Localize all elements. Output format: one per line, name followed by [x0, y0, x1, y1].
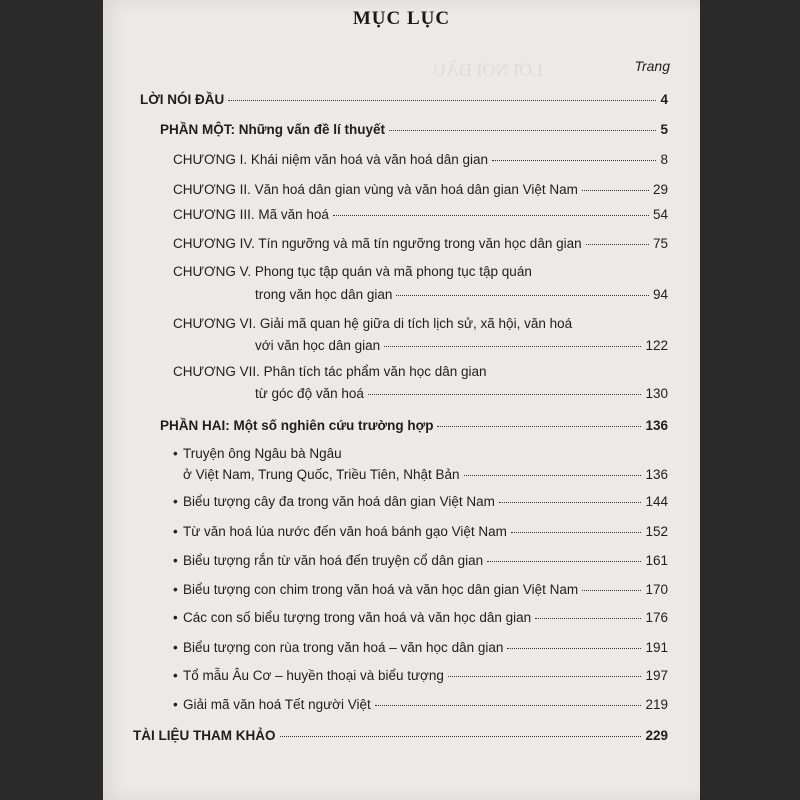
toc-entry-chapter-5[interactable] — [255, 287, 668, 302]
toc-page-number: 5 — [660, 122, 668, 137]
toc-entry-chapter-3[interactable] — [173, 207, 668, 222]
toc-entry-chapter-1[interactable] — [173, 152, 668, 167]
toc-label: • Tổ mẫu Âu Cơ – huyền thoại và biểu tượng — [173, 668, 444, 683]
toc-page-number: 94 — [652, 287, 668, 302]
toc-page-number: 152 — [645, 524, 668, 539]
dot-leader — [280, 736, 642, 737]
dot-leader — [375, 705, 642, 706]
bullet-icon: • — [173, 524, 178, 539]
toc-entry-chapter-7-line1: CHƯƠNG VII. Phân tích tác phẩm văn học dân gian — [173, 364, 487, 379]
toc-page-number: 191 — [645, 640, 668, 655]
dot-leader — [511, 532, 642, 533]
toc-label: • Biểu tượng rắn từ văn hoá đến truyện cổ dân gian — [173, 553, 484, 568]
toc-page-number: 54 — [652, 207, 668, 222]
toc-page-number: 176 — [645, 610, 668, 625]
toc-label: CHƯƠNG II. Văn hoá dân gian vùng và văn hoá dân gian Việt Nam — [173, 182, 578, 197]
toc-label: LỜI NÓI ĐẦU — [140, 92, 225, 107]
dot-leader — [582, 190, 649, 191]
toc-page-number: 136 — [645, 418, 668, 433]
toc-entry-case-1[interactable] — [183, 467, 668, 482]
toc-label: CHƯƠNG IV. Tín ngưỡng và mã tín ngưỡng trong văn học dân gian — [173, 236, 582, 251]
toc-entry-case-9[interactable] — [173, 697, 668, 712]
toc-entry-chapter-7[interactable] — [255, 386, 668, 401]
toc-entry-case-2[interactable] — [173, 494, 668, 509]
dot-leader — [582, 590, 641, 591]
toc-entry-case-6[interactable] — [173, 610, 668, 625]
toc-entry-references[interactable] — [133, 728, 668, 743]
bullet-icon: • — [173, 640, 178, 655]
toc-entry-case-1-line1 — [173, 446, 342, 461]
toc-label: TÀI LIỆU THAM KHẢO — [133, 728, 276, 743]
dot-leader — [437, 426, 641, 427]
dot-leader — [586, 244, 649, 245]
toc-page-number: 144 — [645, 494, 668, 509]
toc-label: • Từ văn hoá lúa nước đến văn hoá bánh gạo Việt Nam — [173, 524, 507, 539]
page-column-header: Trang — [634, 58, 670, 74]
toc-entry-preface[interactable] — [140, 92, 668, 107]
toc-page-number: 4 — [660, 92, 668, 107]
toc-entry-chapter-4[interactable] — [173, 236, 668, 251]
bullet-icon: • — [173, 668, 178, 683]
toc-label: Truyện ông Ngâu bà Ngâu — [183, 446, 342, 461]
toc-label: trong văn học dân gian — [255, 287, 393, 302]
toc-label: • Biểu tượng con chim trong văn hoá và văn học dân gian Việt Nam — [173, 582, 579, 597]
dot-leader — [228, 100, 656, 101]
dot-leader — [507, 648, 641, 649]
dot-leader — [499, 502, 642, 503]
toc-label: • Biểu tượng cây đa trong văn hoá dân gian Việt Nam — [173, 494, 495, 509]
toc-label: ở Việt Nam, Trung Quốc, Triều Tiên, Nhật Bản — [183, 467, 460, 482]
dot-leader — [389, 130, 656, 131]
toc-page-number: 8 — [660, 152, 668, 167]
toc-page-number: 170 — [645, 582, 668, 597]
dot-leader — [368, 394, 642, 395]
toc-label: CHƯƠNG I. Khái niệm văn hoá và văn hoá dân gian — [173, 152, 489, 167]
dot-leader — [384, 346, 641, 347]
dot-leader — [492, 160, 656, 161]
bullet-icon: • — [173, 697, 178, 712]
toc-entry-part-one[interactable] — [160, 122, 668, 137]
toc-label: từ góc độ văn hoá — [255, 386, 364, 401]
toc-page-number: 29 — [652, 182, 668, 197]
toc-entry-chapter-6-line1: CHƯƠNG VI. Giải mã quan hệ giữa di tích lịch sử, xã hội, văn hoá — [173, 316, 573, 331]
toc-label: PHẦN HAI: Một số nghiên cứu trường hợp — [160, 418, 434, 433]
toc-entry-chapter-2[interactable] — [173, 182, 668, 197]
toc-label: • Giải mã văn hoá Tết người Việt — [173, 697, 371, 712]
toc-page-number: 130 — [645, 386, 668, 401]
toc-page-number: 219 — [645, 697, 668, 712]
toc-label: • Biểu tượng con rùa trong văn hoá – văn học dân gian — [173, 640, 504, 655]
toc-entry-chapter-6[interactable] — [255, 338, 668, 353]
dot-leader — [448, 676, 642, 677]
dot-leader — [464, 475, 642, 476]
toc-page-number: 75 — [652, 236, 668, 251]
toc-entry-case-5[interactable] — [173, 582, 668, 597]
page-title: MỤC LỤC — [352, 8, 451, 29]
bullet-icon: • — [173, 582, 178, 597]
toc-entry-chapter-5-line1: CHƯƠNG V. Phong tục tập quán và mã phong tục tập quán — [173, 264, 532, 279]
toc-label: • Các con số biểu tượng trong văn hoá và văn học dân gian — [173, 610, 532, 625]
book-page — [103, 0, 700, 800]
toc-page-number: 197 — [645, 668, 668, 683]
toc-page-number: 229 — [645, 728, 668, 743]
toc-entry-case-4[interactable] — [173, 553, 668, 568]
bullet-icon: • — [173, 553, 178, 568]
toc-label: CHƯƠNG III. Mã văn hoá — [173, 207, 329, 222]
toc-entry-case-8[interactable] — [173, 668, 668, 683]
bullet-icon: • — [173, 446, 178, 461]
toc-page-number: 122 — [645, 338, 668, 353]
dot-leader — [333, 215, 649, 216]
toc-label: với văn học dân gian — [255, 338, 381, 353]
bleed-through-text: LỜI NÓI ĐẦU — [433, 60, 543, 80]
toc-entry-case-7[interactable] — [173, 640, 668, 655]
dot-leader — [487, 561, 641, 562]
toc-page-number: 161 — [645, 553, 668, 568]
toc-label: PHẦN MỘT: Những vấn đề lí thuyết — [160, 122, 386, 137]
toc-entry-part-two[interactable] — [160, 418, 668, 433]
toc-page-number: 136 — [645, 467, 668, 482]
bullet-icon: • — [173, 494, 178, 509]
bullet-icon: • — [173, 610, 178, 625]
dot-leader — [396, 295, 649, 296]
dot-leader — [535, 618, 641, 619]
toc-entry-case-3[interactable] — [173, 524, 668, 539]
